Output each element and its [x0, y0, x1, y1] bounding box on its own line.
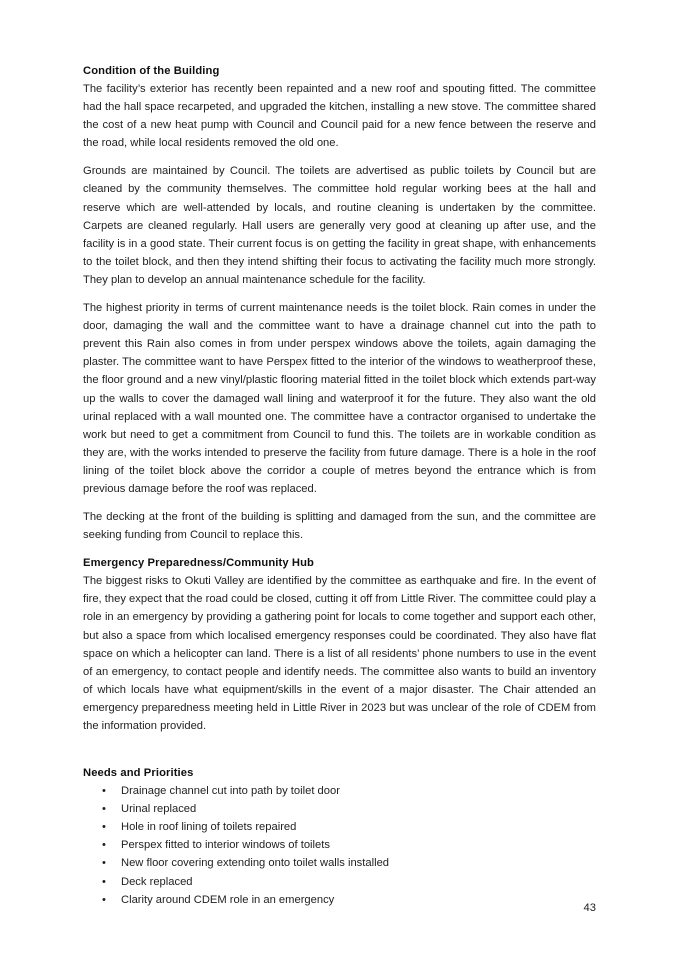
list-item	[83, 854, 596, 872]
needs-and-priorities-list	[83, 782, 596, 909]
list-item-label: Hole in roof lining of toilets repaired	[121, 821, 297, 834]
list-item	[83, 782, 596, 800]
page-content	[83, 62, 596, 909]
paragraph-condition-4: The decking at the front of the building is splitting and damaged from the sun, and the committee are seeking funding from Council to replace this.	[83, 511, 596, 542]
list-item-label: Drainage channel cut into path by toilet door	[121, 785, 340, 798]
list-item-label: Deck replaced	[121, 875, 193, 888]
list-item-label: Perspex fitted to interior windows of toilets	[121, 839, 330, 852]
bullet-icon: •	[102, 821, 106, 834]
bullet-icon: •	[102, 875, 106, 888]
list-item	[83, 836, 596, 854]
paragraph-condition-2: Grounds are maintained by Council. The toilets are advertised as public toilets by Council but are cleaned by the community themselves. The committee hold regular working bees at the hall and reserve which are well-attended by locals, and routine cleaning is undertaken by the committee. Carpets are cleaned regularly. Hall users are generally very good at cleaning up after use, and the facility is in a good state. Their current focus is on getting the facility in great shape, with enhancements to the toilet block, and then they intend shifting their focus to activating the facility much more strongly. They plan to develop an annual maintenance schedule for the facility.	[83, 165, 596, 286]
bullet-icon: •	[102, 857, 106, 870]
paragraph-condition-3: The highest priority in terms of current maintenance needs is the toilet block. Rain comes in under the door, damaging the wall and the committee want to have a drainage channel cut into the path to prevent this Rain also comes in from under perspex windows above the toilets, again damaging the plaster. The committee want to have Perspex fitted to the interior of the windows to weatherproof these, the floor ground and a new vinyl/plastic flooring material fitted in the toilet block which extends part-way up the walls to cover the damaged wall lining and waterproof it for the future. They also want the old urinal replaced with a wall mounted one. The committee have a contractor organised to undertake the work but need to get a commitment from Council to fund this. The toilets are in workable condition as they are, with the works intended to preserve the facility from future damage. There is a hole in the roof lining of the toilet block above the corridor a couple of metres beyond the entrance which is from previous damage before the roof was replaced.	[83, 302, 596, 495]
list-item-label: Urinal replaced	[121, 803, 197, 816]
paragraph-emergency-1: The biggest risks to Okuti Valley are identified by the committee as earthquake and fire. In the event of fire, they expect that the road could be closed, cutting it off from Little River. The committee could play a role in an emergency by providing a gathering point for locals to come together and support each other, but also a space from which localised emergency responses could be coordinated. They also have flat space on which a helicopter can land. There is a list of all residents’ phone numbers to use in the event of an emergency, to contact people and identify needs. The committee also wants to build an inventory of which locals have what equipment/skills in the event of a major disaster. The Chair attended an emergency preparedness meeting held in Little River in 2023 but was unclear of the role of CDEM from the information provided.	[83, 575, 596, 732]
paragraph-condition-1: The facility’s exterior has recently been repainted and a new roof and spouting fitted. The committee had the hall space recarpeted, and upgraded the kitchen, installing a new stove. The committee shared the cost of a new heat pump with Council and Council paid for a new fence between the reserve and the road, while local residents removed the old one.	[83, 83, 596, 150]
section-heading-needs-and-priorities: Needs and Priorities	[83, 767, 194, 780]
bullet-icon: •	[102, 803, 106, 816]
bullet-icon: •	[102, 839, 106, 852]
page-number: 43	[583, 902, 596, 914]
section-heading-emergency-preparedness: Emergency Preparedness/Community Hub	[83, 557, 314, 570]
list-item	[83, 873, 596, 891]
bullet-icon: •	[102, 785, 106, 798]
bullet-icon: •	[102, 893, 106, 906]
list-item	[83, 800, 596, 818]
list-item-label: New floor covering extending onto toilet walls installed	[121, 857, 390, 870]
list-item	[83, 818, 596, 836]
section-heading-condition-of-the-building: Condition of the Building	[83, 65, 220, 77]
list-item-label: Clarity around CDEM role in an emergency	[121, 893, 335, 906]
